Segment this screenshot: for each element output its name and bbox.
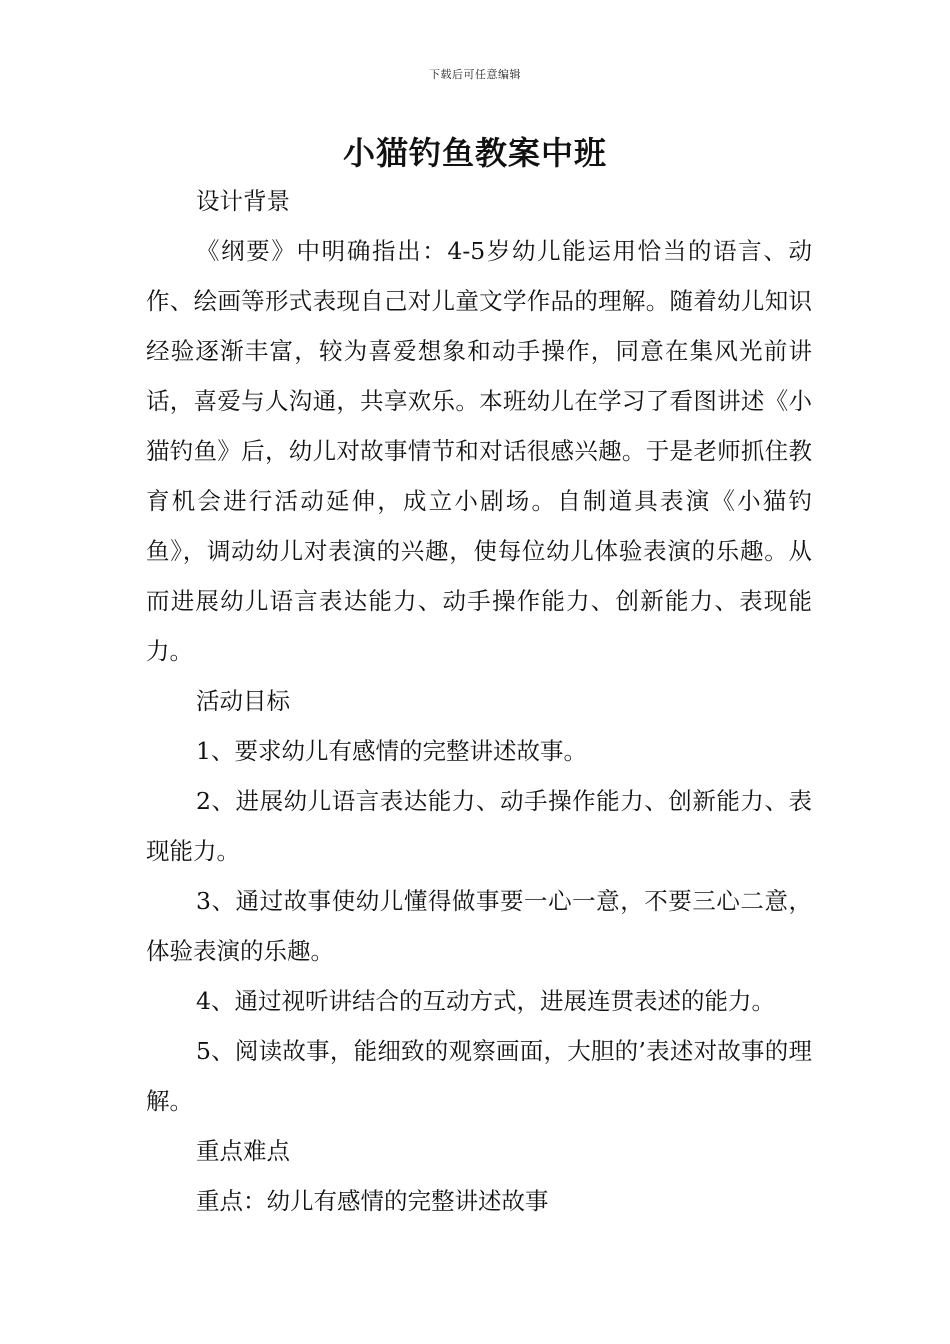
goal-item-2: 2、进展幼儿语言表达能力、动手操作能力、创新能力、表现能力。 (146, 787, 812, 865)
goal-item-1: 1、要求幼儿有感情的完整讲述故事。 (196, 737, 587, 765)
paragraph-background: 《纲要》中明确指出：4-5岁幼儿能运用恰当的语言、动作、绘画等形式表现自己对儿童文学作品的理解。随着幼儿知识经验逐渐丰富，较为喜爱想象和动手操作，同意在集风光前讲话，喜爱与人沟通，共享欢乐。本班幼儿在学习了看图讲述《小猫钓鱼》后，幼儿对故事情节和对话很感兴趣。于是老师抓住教育机会进行活动延伸，成立小剧场。自制道具表演《小猫钓鱼》，调动幼儿对表演的兴趣，使每位幼儿体验表演的乐趣。从而进展幼儿语言表达能力、动手操作能力、创新能力、表现能力。 (146, 237, 812, 665)
section-heading-key-points: 重点难点 (196, 1137, 290, 1165)
goal-item-3: 3、通过故事使幼儿懂得做事要一心一意，不要三心二意，体验表演的乐趣。 (146, 887, 812, 965)
key-point-item: 重点：幼儿有感情的完整讲述故事 (196, 1187, 549, 1215)
document-title: 小猫钓鱼教案中班 (342, 134, 607, 172)
header-note: 下载后可任意编辑 (429, 68, 521, 81)
document-body (146, 176, 812, 1226)
goal-item-4: 4、通过视听讲结合的互动方式，进展连贯表述的能力。 (196, 987, 775, 1015)
goal-item-5: 5、阅读故事，能细致的观察画面，大胆的’表述对故事的理解。 (146, 1037, 812, 1115)
section-heading-goals: 活动目标 (196, 687, 290, 715)
section-heading-background: 设计背景 (196, 187, 290, 215)
